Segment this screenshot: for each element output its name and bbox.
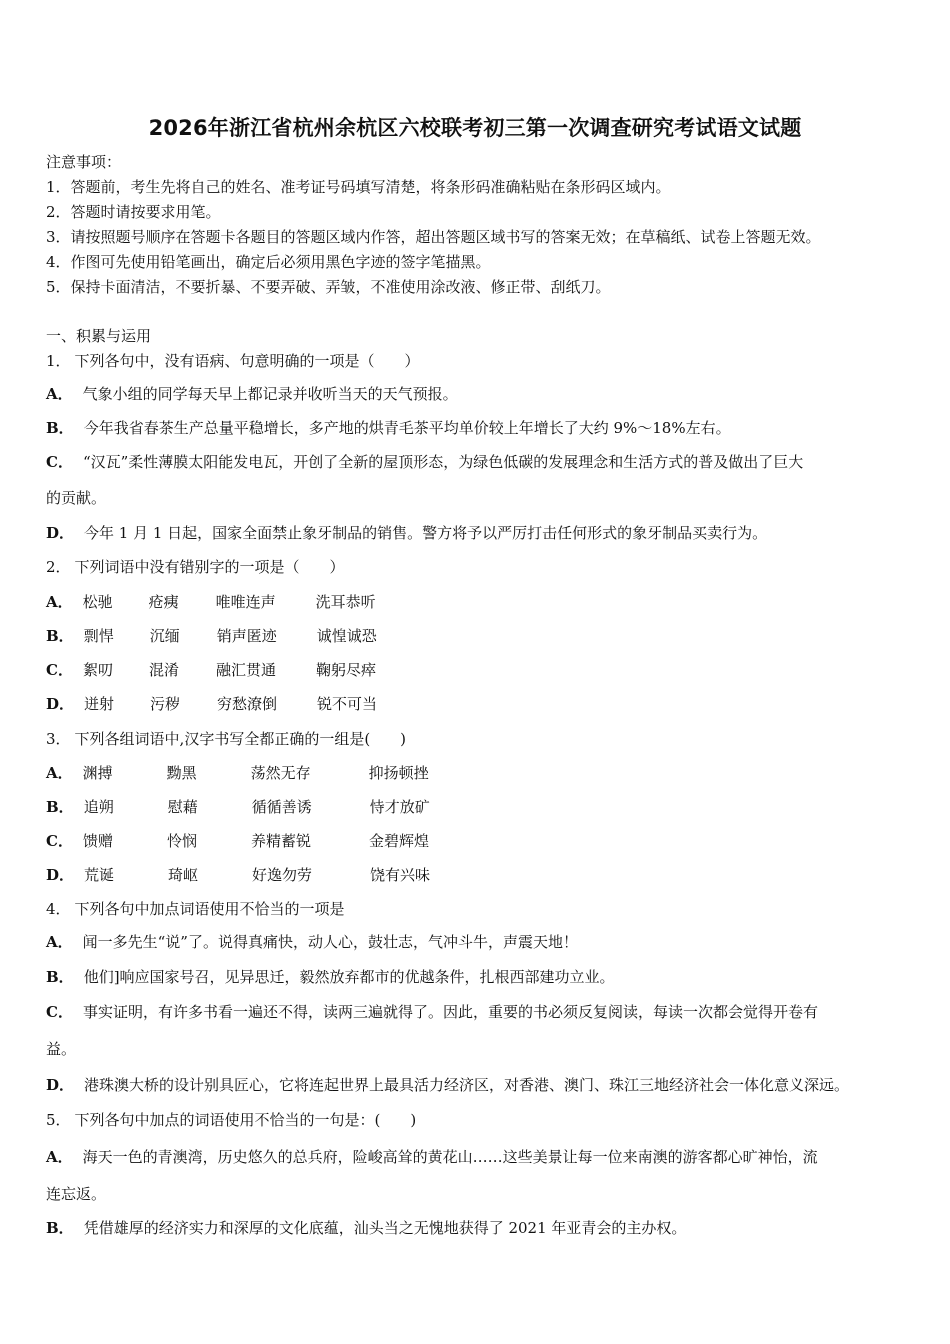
question-number: 2． (46, 558, 71, 576)
option-word: 荒诞 (84, 866, 115, 884)
question-text: 下列词语中没有错别字的一项是（ ） (74, 558, 345, 576)
q2-option-a (46, 592, 376, 612)
q4-option-b (46, 967, 615, 987)
q2-option-d (46, 694, 377, 714)
question-text: 下列各组词语中,汉字书写全都正确的一组是( ) (74, 730, 407, 748)
q4-option-c (46, 1002, 818, 1022)
option-word: 销声匿迹 (216, 627, 277, 645)
question-number: 5． (46, 1111, 71, 1129)
q5-option-a (46, 1147, 818, 1167)
option-word: 混淆 (148, 661, 179, 679)
option-letter: C． (46, 832, 73, 850)
option-word: 恃才放矿 (369, 798, 430, 816)
option-word: 馈赠 (82, 832, 113, 850)
notice-item-4: 4．作图可先使用铅笔画出，确定后必须用黑色字迹的签字笔描黑。 (46, 253, 491, 271)
option-letter: B． (46, 627, 74, 645)
option-word: 唯唯连声 (215, 593, 276, 611)
option-word: 荡然无存 (250, 764, 311, 782)
option-word: 絮叨 (82, 661, 113, 679)
option-text: 港珠澳大桥的设计别具匠心，它将连起世界上最具活力经济区，对香港、澳门、珠江三地经济社会一体化意义深远。 (84, 1076, 850, 1094)
option-word: 污秽 (150, 695, 181, 713)
option-word: 渊搏 (82, 764, 113, 782)
q5-option-b (46, 1218, 686, 1238)
question-5-stem (46, 1110, 416, 1130)
question-number: 4． (46, 900, 71, 918)
q1-option-d (46, 523, 767, 543)
option-text: 凭借雄厚的经济实力和深厚的文化底蕴，汕头当之无愧地获得了 2021 年亚青会的主办权。 (83, 1219, 687, 1237)
option-text: 今年我省春茶生产总量平稳增长，多产地的烘青毛茶平均单价较上年增长了大约 9%～18%左右。 (83, 419, 731, 437)
option-word: 锐不可当 (317, 695, 378, 713)
option-text: 海天一色的青澳湾，历史悠久的总兵府，险峻高耸的黄花山……这些美景让每一位来南澳的游客都心旷神怡，流 (82, 1148, 818, 1166)
option-letter: B． (46, 968, 74, 986)
option-letter: C． (46, 453, 73, 471)
option-word: 金碧辉煌 (368, 832, 429, 850)
option-word: 慰藉 (167, 798, 198, 816)
notice-item-3: 3．请按照题号顺序在答题卡各题目的答题区域内作答，超出答题区域书写的答案无效；在草稿纸、试卷上答题无效。 (46, 228, 821, 246)
question-number: 1． (46, 352, 71, 370)
q2-option-b (46, 626, 377, 646)
option-letter: A． (46, 1148, 73, 1166)
option-word: 迸射 (84, 695, 115, 713)
option-letter: B． (46, 798, 74, 816)
q3-option-b (46, 797, 430, 817)
option-text: 今年 1 月 1 日起，国家全面禁止象牙制品的销售。警方将予以严厉打击任何形式的象牙制品买卖行为。 (84, 524, 768, 542)
notice-item-5: 5．保持卡面清洁，不要折暴、不要弄破、弄皱，不准使用涂改液、修正带、刮纸刀。 (46, 278, 611, 296)
option-text: 他们]响应国家号召，见异思迁，毅然放弃都市的优越条件，扎根西部建功立业。 (83, 968, 615, 986)
option-letter: D． (46, 524, 75, 542)
q3-option-d (46, 865, 430, 885)
option-word: 松驰 (82, 593, 113, 611)
option-word: 好逸勿劳 (252, 866, 313, 884)
option-letter: B． (46, 1219, 74, 1237)
option-letter: A． (46, 933, 73, 951)
option-word: 循循善诱 (251, 798, 312, 816)
q1-option-b (46, 418, 731, 438)
question-text: 下列各句中加点词语使用不恰当的一项是 (74, 900, 345, 918)
option-word: 追朔 (83, 798, 114, 816)
q4-option-c-cont: 益。 (46, 1040, 77, 1058)
notice-item-2: 2．答题时请按要求用笔。 (46, 203, 221, 221)
q1-option-a (46, 384, 458, 404)
option-word: 剽悍 (83, 627, 114, 645)
question-text: 下列各句中加点的词语使用不恰当的一句是：( ) (74, 1111, 417, 1129)
option-letter: D． (46, 866, 75, 884)
q1-option-c-cont: 的贡献。 (46, 489, 107, 507)
option-text: “汉瓦”柔性薄膜太阳能发电瓦，开创了全新的屋顶形态，为绿色低碳的发展理念和生活方式的普及做出了巨大 (82, 453, 804, 471)
option-text: 事实证明，有许多书看一遍还不得，读两三遍就得了。因此，重要的书必须反复阅读，每读一次都会觉得开卷有 (82, 1003, 818, 1021)
q4-option-a (46, 932, 578, 952)
option-word: 怜悯 (166, 832, 197, 850)
question-number: 3． (46, 730, 71, 748)
option-text: 闻一多先生“说”了。说得真痛快，动人心，鼓壮志，气冲斗牛，声震天地！ (82, 933, 578, 951)
option-word: 疮痍 (148, 593, 179, 611)
option-letter: C． (46, 661, 73, 679)
question-text: 下列各句中，没有语病、句意明确的一项是（ ） (74, 352, 420, 370)
section-heading: 一、积累与运用 (46, 327, 152, 345)
option-word: 养精蓄锐 (250, 832, 311, 850)
option-word: 诚惶诚恐 (316, 627, 377, 645)
q2-option-c (46, 660, 376, 680)
option-word: 黝黑 (166, 764, 197, 782)
option-text: 气象小组的同学每天早上都记录并收听当天的天气预报。 (82, 385, 458, 403)
q1-option-c (46, 452, 803, 472)
option-word: 洗耳恭听 (315, 593, 376, 611)
q3-option-a (46, 763, 429, 783)
option-word: 穷愁潦倒 (217, 695, 278, 713)
question-3-stem (46, 729, 406, 749)
option-word: 融汇贯通 (215, 661, 276, 679)
option-letter: A． (46, 385, 73, 403)
option-letter: C． (46, 1003, 73, 1021)
option-letter: B． (46, 419, 74, 437)
q5-option-a-cont: 连忘返。 (46, 1185, 107, 1203)
question-4-stem (46, 899, 345, 919)
q4-option-d (46, 1075, 849, 1095)
option-letter: A． (46, 764, 73, 782)
option-word: 鞠躬尽瘁 (315, 661, 376, 679)
option-word: 琦岖 (168, 866, 199, 884)
page-title: 2026年浙江省杭州余杭区六校联考初三第一次调查研究考试语文试题 (148, 116, 802, 140)
option-letter: D． (46, 1076, 75, 1094)
option-word: 抑扬顿挫 (368, 764, 429, 782)
notice-heading: 注意事项： (46, 153, 122, 171)
option-word: 沉缅 (149, 627, 180, 645)
question-2-stem (46, 557, 345, 577)
option-letter: D． (46, 695, 75, 713)
notice-item-1: 1．答题前，考生先将自己的姓名、准考证号码填写清楚，将条形码准确粘贴在条形码区域内。 (46, 178, 671, 196)
q3-option-c (46, 831, 429, 851)
question-1-stem (46, 351, 420, 371)
option-letter: A． (46, 593, 73, 611)
option-word: 饶有兴味 (370, 866, 431, 884)
